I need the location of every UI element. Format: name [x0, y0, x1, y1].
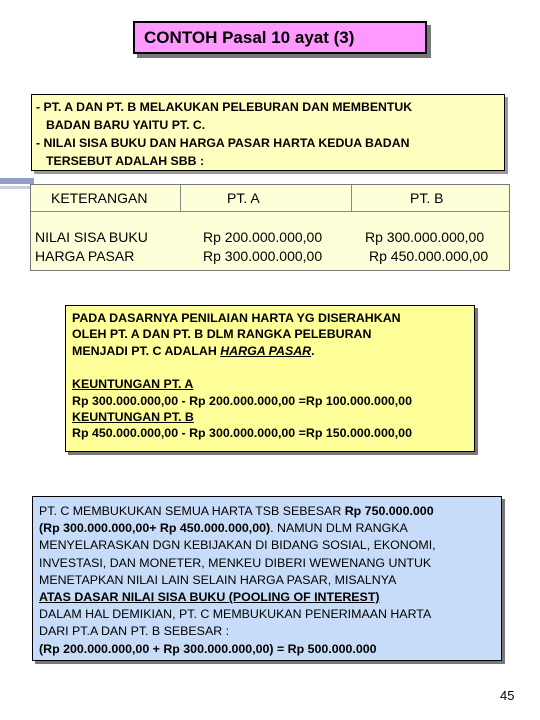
pooling-line: [39, 520, 501, 537]
total-market-value: Rp 750.000.000: [344, 504, 434, 518]
pooling-line: MENETAPKAN NILAI LAIN SELAIN HARGA PASAR, MISALNYA: [39, 572, 397, 587]
column-divider: [351, 185, 352, 211]
market-line: [72, 343, 474, 359]
intro-line: TERSEBUT ADALAH SBB :: [46, 154, 205, 168]
market-line: OLEH PT. A DAN PT. B DLM RANGKA PELEBURAN: [72, 327, 372, 342]
intro-line: BADAN BARU YAITU PT. C.: [46, 118, 206, 132]
value-table: [30, 184, 510, 271]
pooling-line-text: . NAMUN DLM RANGKA: [270, 521, 408, 536]
pooling-line: [39, 503, 501, 520]
accent-bar: [0, 178, 34, 184]
market-line-suffix: .: [311, 343, 315, 358]
row-label-harga-pasar: HARGA PASAR: [35, 248, 135, 264]
header-keterangan: KETERANGAN: [51, 190, 148, 206]
row-label-nilai-sisa-buku: NILAI SISA BUKU: [35, 229, 148, 245]
cell-pt-b-harga-pasar: Rp 450.000.000,00: [369, 248, 489, 264]
profit-a-heading: KEUNTUNGAN PT. A: [72, 377, 194, 392]
market-value-box: [65, 305, 475, 452]
profit-a-calc: Rp 300.000.000,00 - Rp 200.000.000,00 =Rp 100.000.000,00: [72, 393, 412, 408]
slide-title-text: CONTOH Pasal 10 ayat (3): [144, 28, 355, 47]
harga-pasar-emphasis: HARGA PASAR: [220, 343, 312, 358]
spacer: [72, 359, 474, 376]
header-pt-b: PT. B: [410, 190, 444, 206]
header-pt-a: PT. A: [227, 190, 260, 206]
accent-bar-secondary: [0, 186, 34, 189]
pooling-line-text: PT. C MEMBUKUKAN SEMUA HARTA TSB SEBESAR: [39, 504, 345, 518]
pooling-line: MENYELARASKAN DGN KEBIJAKAN DI BIDANG SOSIAL, EKONOMI,: [39, 538, 436, 553]
pooling-line: DARI PT.A DAN PT. B SEBESAR :: [39, 624, 230, 639]
column-divider: [180, 185, 181, 211]
slide-title: [133, 21, 427, 54]
cell-pt-b-nilai-sisa-buku: Rp 300.000.000,00: [365, 229, 485, 245]
pooling-box: [32, 496, 502, 661]
intro-box: [31, 94, 505, 171]
pooling-line: DALAM HAL DEMIKIAN, PT. C MEMBUKUKAN PENERIMAAN HARTA: [39, 607, 432, 622]
book-value-sum: (Rp 200.000.000,00 + Rp 300.000.000,00) = Rp 500.000.000: [39, 641, 377, 656]
profit-b-calc: Rp 450.000.000,00 - Rp 300.000.000,00 =Rp 150.000.000,00: [72, 426, 412, 441]
cell-pt-a-harga-pasar: Rp 300.000.000,00: [203, 248, 323, 264]
market-line-prefix: MENJADI PT. C ADALAH: [72, 343, 221, 358]
profit-b-heading: KEUNTUNGAN PT. B: [72, 410, 194, 425]
intro-line: - NILAI SISA BUKU DAN HARGA PASAR HARTA KEDUA BADAN: [36, 136, 410, 150]
cell-pt-a-nilai-sisa-buku: Rp 200.000.000,00: [203, 229, 323, 245]
market-line: PADA DASARNYA PENILAIAN HARTA YG DISERAHKAN: [72, 311, 401, 325]
intro-line: - PT. A DAN PT. B MELAKUKAN PELEBURAN DAN MEMBENTUK: [36, 100, 413, 114]
pooling-line: INVESTASI, DAN MONETER, MENKEU DIBERI WEWENANG UNTUK: [39, 555, 432, 570]
page-number: 45: [500, 688, 515, 703]
market-value-sum: (Rp 300.000.000,00+ Rp 450.000.000,00): [39, 521, 271, 536]
pooling-of-interest-line: ATAS DASAR NILAI SISA BUKU (POOLING OF INTEREST): [39, 590, 380, 605]
header-divider: [31, 211, 509, 212]
